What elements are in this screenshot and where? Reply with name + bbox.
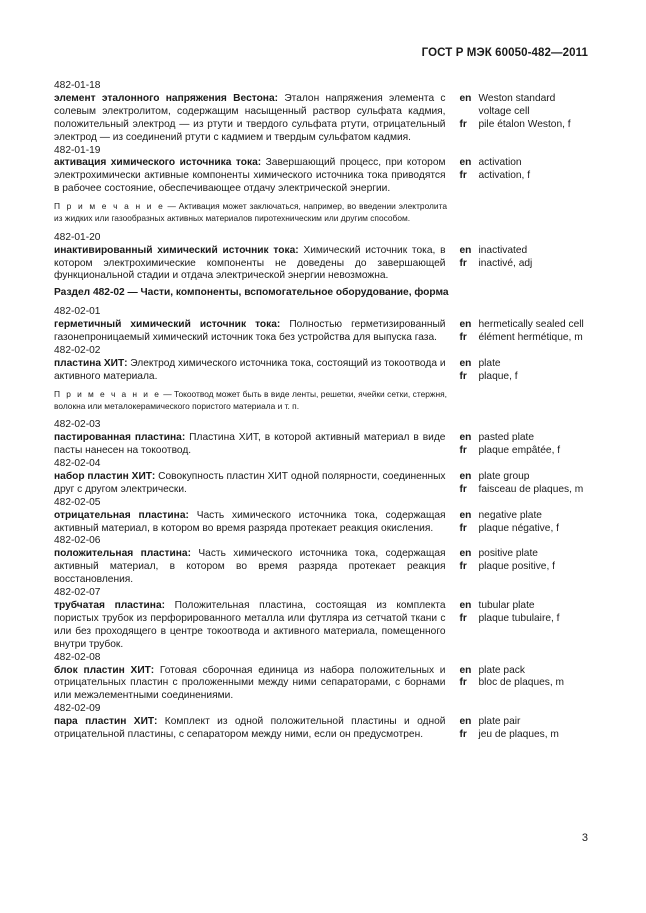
translation-text-fr: plaque, f (478, 370, 518, 382)
entry-definition-text: Готовая сборочная единица из набора положительных и отрицательных пластин с проложенными между ними сепараторами, с борнами или межэлементными соединениями. (54, 664, 446, 702)
entry-term: пара пластин ХИТ: (54, 716, 158, 728)
translation-en (460, 600, 590, 613)
translation-text-fr: bloc de plaques, m (478, 677, 565, 689)
entry-row (54, 432, 589, 458)
term-entry (54, 535, 589, 587)
entry-definition (54, 600, 446, 652)
entry-row (54, 548, 589, 587)
entry-term: отрицательная пластина: (54, 509, 189, 521)
term-entry (54, 80, 589, 145)
entry-definition-text: Положительная пластина, состоящая из комплекта пористых трубок из перфорированного металла или футляра из сетчатой ткани с или без проходящего в центре токоотвода и активного материала, помещенного внутри трубок. (54, 600, 446, 650)
entry-row (54, 245, 589, 284)
entry-translations (460, 665, 590, 704)
lang-code-en: en (459, 600, 472, 611)
translation-fr (460, 561, 590, 574)
translation-en (460, 510, 590, 523)
entry-term: положительная пластина: (54, 548, 191, 560)
entry-row (54, 157, 589, 196)
entry-translations (460, 600, 590, 652)
entry-translations (460, 93, 590, 145)
lang-code-fr: fr (459, 729, 467, 741)
note-text: — Токоотвод может быть в виде ленты, решетки, ячейки сетки, стержня, волокна или металокерамического пористого материала и т. п. (54, 388, 448, 411)
lang-code-en: en (459, 432, 472, 444)
entry-definition (54, 716, 446, 742)
translation-text-en: plate (478, 357, 501, 369)
entry-number: 482-01-20 (54, 231, 101, 243)
entry-translations (460, 716, 590, 742)
document-header: ГОСТ Р МЭК 60050-482—2011 (421, 47, 588, 59)
translation-text-fr: plaque tubulaire, f (478, 612, 560, 624)
entry-definition-text: Пластина ХИТ, в которой активный материал в виде пасты нанесен на токоотвод. (54, 432, 446, 457)
lang-code-fr: fr (459, 445, 467, 457)
translation-text-fr: plaque empâtée, f (478, 445, 561, 457)
entry-definition (54, 510, 446, 536)
translation-text-en: positive plate (478, 548, 538, 560)
entry-number: 482-02-09 (54, 703, 101, 715)
translation-fr (460, 258, 590, 271)
term-entry (54, 419, 589, 458)
term-entry (54, 232, 589, 284)
translation-text-fr: élément hermétique, m (478, 332, 583, 344)
translation-fr (460, 119, 590, 132)
lang-code-en: en (459, 244, 472, 256)
terms-list (54, 80, 589, 742)
entry-term: элемент эталонного напряжения Вестона: (54, 92, 279, 104)
entry-translations (460, 471, 590, 497)
lang-code-en: en (459, 548, 472, 560)
entry-note (54, 201, 447, 225)
translation-text-fr: jeu de plaques, m (478, 729, 559, 741)
lang-code-en: en (459, 357, 472, 369)
translation-text-fr: plaque négative, f (478, 522, 559, 534)
translation-text-en: plate pair (478, 716, 521, 728)
translation-fr (460, 445, 590, 458)
entry-definition (54, 432, 446, 458)
entry-row (54, 471, 589, 497)
translation-en (460, 93, 590, 119)
translation-en (460, 432, 590, 445)
note-label: П р и м е ч а н и е (54, 388, 161, 399)
entry-definition-text: Химический источник тока, в котором электрохимические компоненты не доведены до завершающей функциональной стадии и отдача электрической энергии невозможна. (54, 244, 446, 282)
translation-text-en: plate group (478, 470, 530, 482)
entry-definition-text: Полностью герметизированный газонепроницаемый химический источник тока без устройства для выпуска газа. (54, 319, 446, 344)
entry-term: набор пластин ХИТ: (54, 470, 156, 482)
entry-row (54, 510, 589, 536)
term-entry (54, 652, 589, 704)
translation-en (460, 245, 590, 258)
translation-text-fr: inactivé, adj (478, 257, 533, 269)
translation-fr (460, 170, 590, 183)
term-entry (54, 458, 589, 497)
translation-en (460, 716, 590, 729)
entry-term: пастированная пластина: (54, 432, 186, 444)
translation-text-en: hermetically sealed cell (478, 319, 584, 331)
entry-number: 482-02-02 (54, 345, 101, 356)
lang-code-fr: fr (459, 522, 467, 534)
translation-fr (460, 371, 590, 384)
entry-number: 482-02-06 (54, 535, 101, 547)
entry-number: 482-02-07 (54, 587, 101, 599)
entry-translations (460, 510, 590, 536)
translation-en (460, 358, 590, 371)
translation-text-en: plate pack (478, 664, 525, 676)
entry-definition-text: Комплект из одной положительной пластины и одной отрицательной пластины, с сепаратором между ними, если он предусмотрен. (54, 716, 446, 741)
entry-translations (460, 358, 590, 384)
entry-definition (54, 157, 446, 196)
entry-number: 482-02-08 (54, 651, 101, 663)
note-text: — Активация может заключаться, например, во введении электролита из жидких или газообразных активных материалов пиротехническим или другим способом. (54, 201, 448, 223)
entry-note (54, 389, 447, 413)
translation-text-en: inactivated (478, 244, 528, 256)
lang-code-fr: fr (459, 118, 467, 130)
translation-en (460, 157, 590, 170)
lang-code-fr: fr (459, 257, 467, 269)
entry-row (54, 665, 589, 704)
lang-code-fr: fr (459, 370, 467, 382)
entry-definition (54, 93, 446, 145)
entry-translations (460, 548, 590, 587)
entry-term: пластина ХИТ: (54, 357, 128, 369)
translation-fr (460, 729, 590, 742)
entry-translations (460, 245, 590, 284)
entry-number: 482-01-19 (54, 144, 101, 156)
entry-term: активация химического источника тока: (54, 157, 262, 169)
entry-term: герметичный химический источник тока: (54, 319, 281, 331)
entry-number: 482-02-03 (54, 419, 101, 431)
entry-row (54, 358, 589, 384)
entry-definition (54, 358, 446, 384)
translation-text-en: negative plate (478, 509, 542, 521)
lang-code-en: en (459, 319, 472, 331)
entry-definition (54, 471, 446, 497)
section-title: Раздел 482-02 — Части, компоненты, вспомогательное оборудование, форма (54, 287, 449, 299)
entry-definition-text: Завершающий процесс, при котором электрохимически активные компоненты химического источника тока приводятся в рабочее состояние, обеспечивающее отдачу электрической энергии. (54, 157, 446, 195)
entry-definition-text: Совокупность пластин ХИТ одной полярности, соединенных друг с другом электрически. (54, 470, 446, 495)
term-entry (54, 587, 589, 652)
lang-code-en: en (459, 470, 472, 482)
entry-definition (54, 319, 446, 345)
term-entry (54, 145, 589, 225)
entry-term: блок пластин ХИТ: (54, 664, 155, 676)
translation-fr (460, 677, 590, 690)
translation-text-fr: activation, f (478, 170, 531, 182)
translation-text-fr: plaque positive, f (478, 561, 555, 573)
entry-row (54, 93, 589, 145)
term-entry (54, 497, 589, 536)
lang-code-en: en (459, 509, 472, 521)
page-number: 3 (581, 832, 588, 844)
entry-definition-text: Электрод химического источника тока, состоящий из токоотвода и активного материала. (54, 357, 446, 382)
lang-code-en: en (459, 157, 472, 169)
entry-translations (460, 319, 590, 345)
translation-fr (460, 484, 590, 497)
translation-en (460, 471, 590, 484)
term-entry (54, 345, 589, 412)
lang-code-fr: fr (459, 170, 467, 182)
translation-en (460, 548, 590, 561)
entry-term: трубчатая пластина: (54, 600, 166, 611)
term-entry (54, 703, 589, 742)
term-entry (54, 306, 589, 345)
entry-number: 482-01-18 (54, 80, 101, 91)
lang-code-fr: fr (459, 483, 467, 495)
lang-code-fr: fr (459, 561, 467, 573)
translation-text-en: activation (478, 157, 522, 169)
entry-definition (54, 245, 446, 284)
entry-term: инактивированный химический источник тока: (54, 244, 299, 256)
entry-number: 482-02-04 (54, 458, 101, 470)
entry-definition-text: Часть химического источника тока, содержащая активный материал, в котором во время разряда протекает реакция восстановления. (54, 548, 446, 586)
translation-en (460, 665, 590, 678)
translation-fr (460, 613, 590, 626)
entry-row (54, 319, 589, 345)
entry-number: 482-02-01 (54, 306, 101, 318)
entry-number: 482-02-05 (54, 496, 101, 508)
lang-code-en: en (459, 716, 472, 728)
entry-translations (460, 432, 590, 458)
translation-text-fr: faisceau de plaques, m (478, 483, 584, 495)
lang-code-en: en (459, 92, 472, 104)
translation-fr (460, 523, 590, 536)
translation-en (460, 319, 590, 332)
lang-code-fr: fr (459, 332, 467, 344)
entry-translations (460, 157, 590, 196)
lang-code-en: en (459, 664, 472, 676)
entry-definition-text: Эталон напряжения элемента с солевым электролитом, содержащим насыщенный раствор сульфата кадмия, положительный электрод — из ртути и твердого сульфата ртути, отрицательный электрод — из соединений ртути с кадмием и твердым сульфатом кадмия. (54, 92, 446, 143)
translation-text-en: Weston standard voltage cell (478, 92, 556, 117)
note-label: П р и м е ч а н и е (54, 201, 165, 212)
translation-text-en: tubular plate (478, 600, 535, 611)
entry-definition (54, 665, 446, 704)
lang-code-fr: fr (459, 677, 467, 689)
entry-definition (54, 548, 446, 587)
entries-group-bottom (54, 306, 589, 742)
translation-text-fr: pile étalon Weston, f (478, 118, 571, 130)
entry-row (54, 600, 589, 652)
translation-fr (460, 332, 590, 345)
lang-code-fr: fr (459, 612, 467, 624)
entry-definition-text: Часть химического источника тока, содержащая активный материал, в котором во время разряда протекает реакция окисления. (54, 509, 446, 534)
entry-row (54, 716, 589, 742)
entries-group-top (54, 80, 589, 283)
translation-text-en: pasted plate (478, 432, 535, 444)
